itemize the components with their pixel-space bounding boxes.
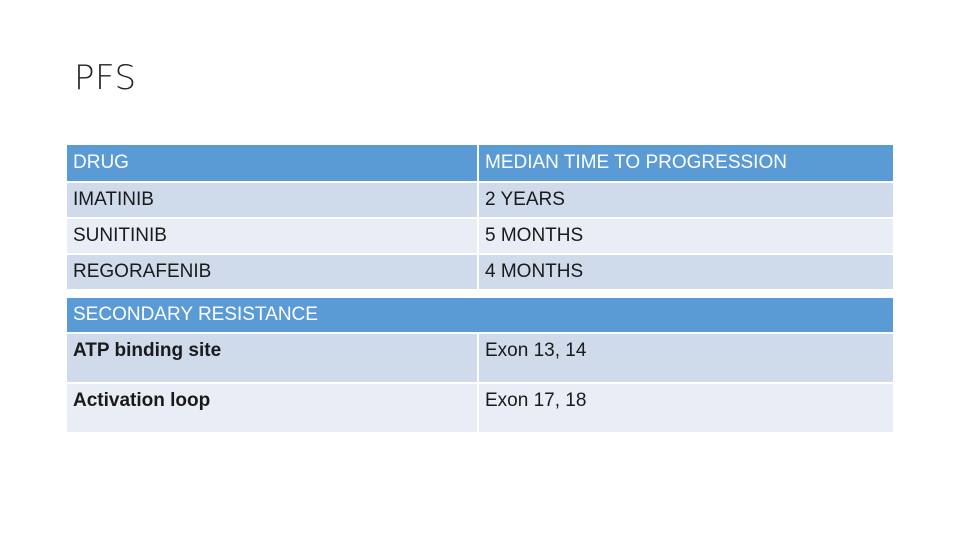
table-row	[67, 382, 893, 432]
pfs-table	[67, 145, 893, 289]
table-row	[67, 253, 893, 289]
table-header-row	[67, 145, 893, 181]
table-header-row	[67, 298, 893, 332]
secondary-resistance-header: SECONDARY RESISTANCE	[67, 298, 893, 332]
resistance-site-cell: Activation loop	[67, 382, 479, 432]
secondary-resistance-table	[67, 298, 893, 432]
exon-cell: Exon 17, 18	[479, 382, 893, 432]
table-row	[67, 181, 893, 217]
slide-title: PFS	[74, 58, 137, 98]
resistance-site-cell: ATP binding site	[67, 332, 479, 382]
column-header-median-time: MEDIAN TIME TO PROGRESSION	[479, 145, 893, 181]
median-time-cell: 4 MONTHS	[479, 253, 893, 289]
exon-cell: Exon 13, 14	[479, 332, 893, 382]
median-time-cell: 5 MONTHS	[479, 217, 893, 253]
drug-cell: IMATINIB	[67, 181, 479, 217]
drug-cell: SUNITINIB	[67, 217, 479, 253]
table-row	[67, 217, 893, 253]
table-row	[67, 332, 893, 382]
median-time-cell: 2 YEARS	[479, 181, 893, 217]
column-header-drug: DRUG	[67, 145, 479, 181]
drug-cell: REGORAFENIB	[67, 253, 479, 289]
